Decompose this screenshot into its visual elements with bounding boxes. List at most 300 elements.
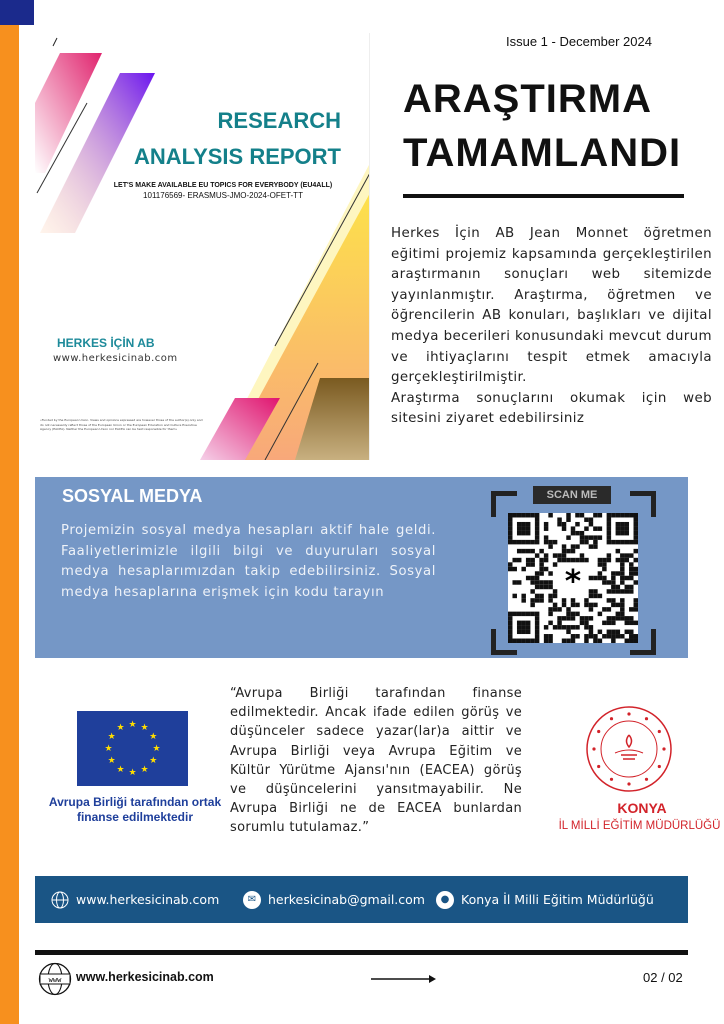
seal-star — [610, 717, 613, 720]
qr-module — [553, 540, 557, 544]
qr-code-block[interactable] — [491, 485, 656, 655]
qr-module — [598, 562, 602, 566]
qr-module — [625, 531, 629, 535]
eu-star: ★ — [116, 723, 125, 734]
qr-code[interactable] — [508, 513, 638, 643]
page-title — [403, 72, 681, 180]
qr-module — [539, 580, 543, 584]
cover-disclaimer: «Funded by the European Union. Views and opinions expressed are however those of the author(s) only and do not necessarily reflect those of the European Union or the European Education and Culture Executive Agency (EACEA). Neither the European Union nor EACEA can be held responsible for them» — [40, 418, 203, 431]
qr-module — [508, 522, 512, 526]
seal-star — [597, 765, 600, 768]
qr-module — [521, 522, 525, 526]
qr-module — [557, 517, 561, 521]
qr-module — [539, 571, 543, 575]
qr-module — [593, 513, 597, 517]
qr-module — [589, 535, 593, 539]
cover-project-code: 101176569- ERASMUS-JMO-2024-OFET-TT — [143, 191, 303, 200]
qr-module — [530, 589, 534, 593]
qr-module — [620, 558, 624, 562]
qr-module — [566, 639, 570, 643]
qr-module — [521, 621, 525, 625]
qr-module — [571, 531, 575, 535]
qr-module — [517, 612, 521, 616]
qr-module — [557, 621, 561, 625]
qr-module — [530, 558, 534, 562]
intro-paragraph-2: Araştırma sonuçlarını okumak için web sitesini ziyaret edebilirsiniz — [391, 390, 712, 427]
qr-module — [530, 513, 534, 517]
qr-module — [620, 616, 624, 620]
qr-module — [508, 612, 512, 616]
qr-module — [526, 630, 530, 634]
qr-module — [634, 535, 638, 539]
qr-module — [620, 580, 624, 584]
qr-module — [584, 517, 588, 521]
cover-url: www.herkesicinab.com — [53, 353, 178, 364]
seal-star — [627, 712, 630, 715]
konya-name: KONYA — [617, 800, 667, 816]
qr-module — [598, 526, 602, 530]
qr-module — [557, 625, 561, 629]
qr-module — [625, 553, 629, 557]
qr-module — [602, 567, 606, 571]
qr-module — [508, 639, 512, 643]
qr-module — [548, 612, 552, 616]
qr-module — [544, 567, 548, 571]
qr-module — [611, 513, 615, 517]
qr-module — [616, 634, 620, 638]
mail-icon: ✉ — [243, 891, 261, 909]
qr-module — [562, 625, 566, 629]
qr-module — [589, 616, 593, 620]
qr-module — [584, 625, 588, 629]
qr-module — [607, 522, 611, 526]
qr-module — [611, 580, 615, 584]
qr-module — [517, 522, 521, 526]
qr-module — [517, 526, 521, 530]
qr-module — [625, 522, 629, 526]
qr-module — [634, 607, 638, 611]
qr-module — [557, 553, 561, 557]
qr-module — [521, 630, 525, 634]
qr-module — [634, 571, 638, 575]
cover-subtitle — [105, 181, 341, 201]
qr-module — [629, 571, 633, 575]
qr-module — [634, 558, 638, 562]
orange-side-bar — [0, 0, 19, 1024]
qr-module — [548, 544, 552, 548]
qr-module — [580, 531, 584, 535]
qr-module — [553, 562, 557, 566]
contact-location[interactable] — [436, 876, 654, 923]
qr-module — [602, 562, 606, 566]
qr-module — [629, 634, 633, 638]
qr-module — [566, 607, 570, 611]
qr-module — [611, 621, 615, 625]
page-number: 02 / 02 — [643, 970, 683, 985]
qr-module — [620, 603, 624, 607]
qr-module — [607, 535, 611, 539]
qr-module — [620, 531, 624, 535]
qr-module — [512, 540, 516, 544]
qr-module — [526, 625, 530, 629]
cover-title — [134, 103, 341, 175]
qr-module — [620, 522, 624, 526]
qr-module — [616, 558, 620, 562]
eu-star: ★ — [107, 756, 116, 766]
qr-module — [512, 513, 516, 517]
qr-module — [620, 589, 624, 593]
qr-module — [517, 639, 521, 643]
globe-icon — [51, 891, 69, 909]
qr-module — [634, 603, 638, 607]
qr-module — [607, 526, 611, 530]
qr-module — [535, 535, 539, 539]
qr-module — [544, 585, 548, 589]
qr-module — [539, 594, 543, 598]
qr-module — [512, 558, 516, 562]
social-title: SOSYAL MEDYA — [62, 486, 203, 506]
qr-module — [530, 580, 534, 584]
qr-module — [548, 639, 552, 643]
qr-module — [620, 634, 624, 638]
qr-module — [593, 576, 597, 580]
qr-module — [521, 567, 525, 571]
qr-module — [535, 594, 539, 598]
qr-module — [589, 630, 593, 634]
qr-module — [634, 621, 638, 625]
qr-module — [539, 562, 543, 566]
cover-subtitle-text: LET'S MAKE AVAILABLE EU TOPICS FOR EVERYBODY (EU4ALL) — [113, 182, 333, 189]
qr-module — [508, 517, 512, 521]
qr-module — [566, 513, 570, 517]
qr-module — [535, 522, 539, 526]
qr-module — [539, 567, 543, 571]
qr-module — [548, 585, 552, 589]
eu-star: ★ — [116, 764, 125, 775]
qr-module — [589, 517, 593, 521]
qr-module — [616, 571, 620, 575]
eu-star: ★ — [149, 732, 158, 742]
qr-module — [611, 630, 615, 634]
qr-module — [611, 598, 615, 602]
qr-module — [535, 616, 539, 620]
qr-module — [571, 616, 575, 620]
qr-module — [593, 535, 597, 539]
eu-star: ★ — [107, 732, 116, 742]
qr-module — [535, 531, 539, 535]
qr-module — [616, 540, 620, 544]
qr-module — [620, 576, 624, 580]
seal-star — [658, 765, 661, 768]
seal-star — [645, 717, 648, 720]
qr-module — [584, 540, 588, 544]
qr-module — [562, 603, 566, 607]
qr-module — [625, 513, 629, 517]
qr-module — [620, 571, 624, 575]
qr-module — [598, 558, 602, 562]
arrow-right-icon[interactable] — [371, 971, 437, 987]
social-media-section — [35, 477, 688, 658]
qr-module — [508, 621, 512, 625]
contact-email-text: herkesicinab@gmail.com — [268, 892, 425, 907]
qr-module — [589, 607, 593, 611]
qr-module — [616, 589, 620, 593]
contact-website[interactable] — [51, 876, 219, 923]
qr-module — [607, 607, 611, 611]
qr-module — [634, 526, 638, 530]
qr-module — [575, 531, 579, 535]
qr-module — [625, 621, 629, 625]
qr-module — [530, 540, 534, 544]
qr-module — [526, 639, 530, 643]
qr-module — [584, 535, 588, 539]
eu-star: ★ — [140, 723, 149, 734]
qr-module — [575, 522, 579, 526]
eu-flag-icon — [77, 711, 188, 786]
qr-module — [593, 589, 597, 593]
qr-module — [634, 517, 638, 521]
qr-module — [607, 621, 611, 625]
qr-module — [539, 549, 543, 553]
qr-module — [598, 535, 602, 539]
qr-module — [557, 616, 561, 620]
qr-module — [530, 612, 534, 616]
qr-module — [611, 634, 615, 638]
qr-module — [521, 549, 525, 553]
qr-module — [593, 634, 597, 638]
qr-module — [602, 558, 606, 562]
qr-module — [634, 540, 638, 544]
qr-module — [607, 558, 611, 562]
qr-module — [548, 598, 552, 602]
qr-module — [616, 531, 620, 535]
qr-module — [566, 625, 570, 629]
www-globe-icon — [38, 962, 72, 996]
qr-module — [629, 639, 633, 643]
qr-module — [593, 544, 597, 548]
qr-module — [517, 531, 521, 535]
qr-module — [598, 630, 602, 634]
qr-module — [589, 594, 593, 598]
qr-module — [508, 513, 512, 517]
qr-module — [526, 522, 530, 526]
qr-module — [508, 526, 512, 530]
qr-module — [530, 576, 534, 580]
intro-text — [391, 224, 712, 430]
qr-module — [616, 513, 620, 517]
qr-module — [634, 549, 638, 553]
disclaimer-quote: “Avrupa Birliği tarafından finanse edilmektedir. Ancak ifade edilen görüş ve düşünceler sadece yazar(lar)a aittir ve Avrupa Birliği veya Avrupa Eğitim ve Kültür Yürütme Ajansı'nın (EACEA) görüş ve düşüncelerini yansıtmayabilir. Ne Avrupa Birliği ne de EACEA bunlardan sorumlu tutulamaz.” — [230, 686, 522, 836]
qr-module — [616, 585, 620, 589]
qr-module — [620, 598, 624, 602]
qr-module — [602, 634, 606, 638]
qr-module — [598, 612, 602, 616]
eu-funding-caption: Avrupa Birliği tarafından ortak finanse edilmektedir — [48, 795, 222, 824]
qr-module — [634, 580, 638, 584]
qr-module — [575, 625, 579, 629]
qr-module — [607, 517, 611, 521]
qr-module — [521, 526, 525, 530]
qr-module — [625, 540, 629, 544]
qr-module — [580, 621, 584, 625]
qr-module — [557, 522, 561, 526]
qr-module — [535, 598, 539, 602]
qr-module — [517, 621, 521, 625]
contact-website-text: www.herkesicinab.com — [76, 892, 220, 907]
qr-module — [535, 639, 539, 643]
qr-module — [535, 634, 539, 638]
qr-module — [530, 598, 534, 602]
qr-module — [512, 580, 516, 584]
qr-module — [584, 616, 588, 620]
qr-module — [634, 531, 638, 535]
qr-module — [616, 612, 620, 616]
qr-module — [629, 621, 633, 625]
location-pin-icon: ● — [436, 891, 454, 909]
qr-module — [562, 544, 566, 548]
qr-module — [598, 639, 602, 643]
qr-module — [602, 607, 606, 611]
qr-module — [548, 634, 552, 638]
cover-title-line2: ANALYSIS REPORT — [133, 144, 341, 169]
report-cover-image[interactable] — [35, 33, 370, 460]
qr-module — [589, 603, 593, 607]
qr-module — [575, 513, 579, 517]
qr-module — [512, 594, 516, 598]
qr-module — [629, 540, 633, 544]
qr-module — [607, 589, 611, 593]
qr-module — [593, 603, 597, 607]
qr-module — [620, 612, 624, 616]
qr-module — [629, 562, 633, 566]
qr-module — [611, 585, 615, 589]
qr-module — [544, 553, 548, 557]
qr-module — [548, 513, 552, 517]
qr-module — [535, 526, 539, 530]
qr-module — [620, 562, 624, 566]
qr-module — [562, 526, 566, 530]
qr-module — [539, 585, 543, 589]
qr-module — [616, 526, 620, 530]
qr-module — [616, 616, 620, 620]
qr-center-logo: * — [564, 563, 582, 600]
qr-module — [526, 621, 530, 625]
qr-module — [571, 526, 575, 530]
qr-module — [598, 571, 602, 575]
qr-module — [566, 517, 570, 521]
footer-divider — [35, 950, 688, 955]
qr-module — [611, 616, 615, 620]
qr-module — [530, 562, 534, 566]
qr-module — [521, 531, 525, 535]
scan-me-label: SCAN ME — [533, 486, 611, 504]
qr-module — [521, 540, 525, 544]
qr-module — [634, 567, 638, 571]
qr-module — [575, 603, 579, 607]
qr-module — [508, 540, 512, 544]
qr-module — [517, 513, 521, 517]
qr-module — [625, 558, 629, 562]
qr-module — [526, 558, 530, 562]
qr-module — [584, 603, 588, 607]
qr-module — [589, 589, 593, 593]
qr-module — [584, 621, 588, 625]
qr-module — [526, 576, 530, 580]
qr-module — [566, 549, 570, 553]
qr-module — [580, 558, 584, 562]
qr-module — [530, 603, 534, 607]
qr-module — [584, 526, 588, 530]
qr-module — [562, 522, 566, 526]
qr-module — [611, 540, 615, 544]
eu-star: ★ — [140, 764, 149, 775]
qr-module — [602, 576, 606, 580]
qr-module — [535, 630, 539, 634]
qr-module — [571, 603, 575, 607]
qr-module — [634, 522, 638, 526]
qr-module — [553, 607, 557, 611]
qr-module — [508, 531, 512, 535]
qr-module — [539, 558, 543, 562]
qr-module — [521, 639, 525, 643]
qr-module — [634, 634, 638, 638]
qr-module — [584, 598, 588, 602]
svg-text:www: www — [48, 976, 62, 984]
qr-module — [512, 639, 516, 643]
qr-module — [593, 639, 597, 643]
contact-location-text: Konya İl Milli Eğitim Müdürlüğü — [461, 892, 654, 907]
qr-module — [526, 526, 530, 530]
qr-module — [607, 598, 611, 602]
qr-module — [535, 621, 539, 625]
qr-module — [571, 558, 575, 562]
qr-module — [589, 625, 593, 629]
title-divider — [403, 194, 684, 198]
qr-module — [598, 594, 602, 598]
qr-module — [508, 625, 512, 629]
qr-module — [544, 634, 548, 638]
qr-module — [521, 598, 525, 602]
qr-module — [521, 513, 525, 517]
cover-brand: HERKES İÇİN AB — [57, 336, 155, 350]
qr-module — [517, 549, 521, 553]
qr-module — [634, 639, 638, 643]
qr-module — [625, 616, 629, 620]
qr-module — [598, 513, 602, 517]
footer-url[interactable]: www.herkesicinab.com — [76, 970, 214, 984]
qr-module — [584, 634, 588, 638]
qr-module — [526, 562, 530, 566]
qr-module — [589, 576, 593, 580]
qr-module — [602, 580, 606, 584]
qr-module — [625, 639, 629, 643]
qr-module — [611, 571, 615, 575]
qr-module — [553, 603, 557, 607]
qr-module — [616, 549, 620, 553]
konya-department: İL MİLLİ EĞİTİM MÜDÜRLÜĞÜ — [558, 820, 721, 832]
contact-email[interactable] — [243, 876, 425, 923]
qr-module — [530, 549, 534, 553]
qr-module — [508, 616, 512, 620]
seal-star — [627, 782, 630, 785]
qr-module — [625, 585, 629, 589]
qr-module — [530, 639, 534, 643]
qr-module — [607, 630, 611, 634]
qr-module — [521, 594, 525, 598]
contact-bar — [35, 876, 688, 923]
qr-module — [508, 567, 512, 571]
qr-module — [566, 612, 570, 616]
